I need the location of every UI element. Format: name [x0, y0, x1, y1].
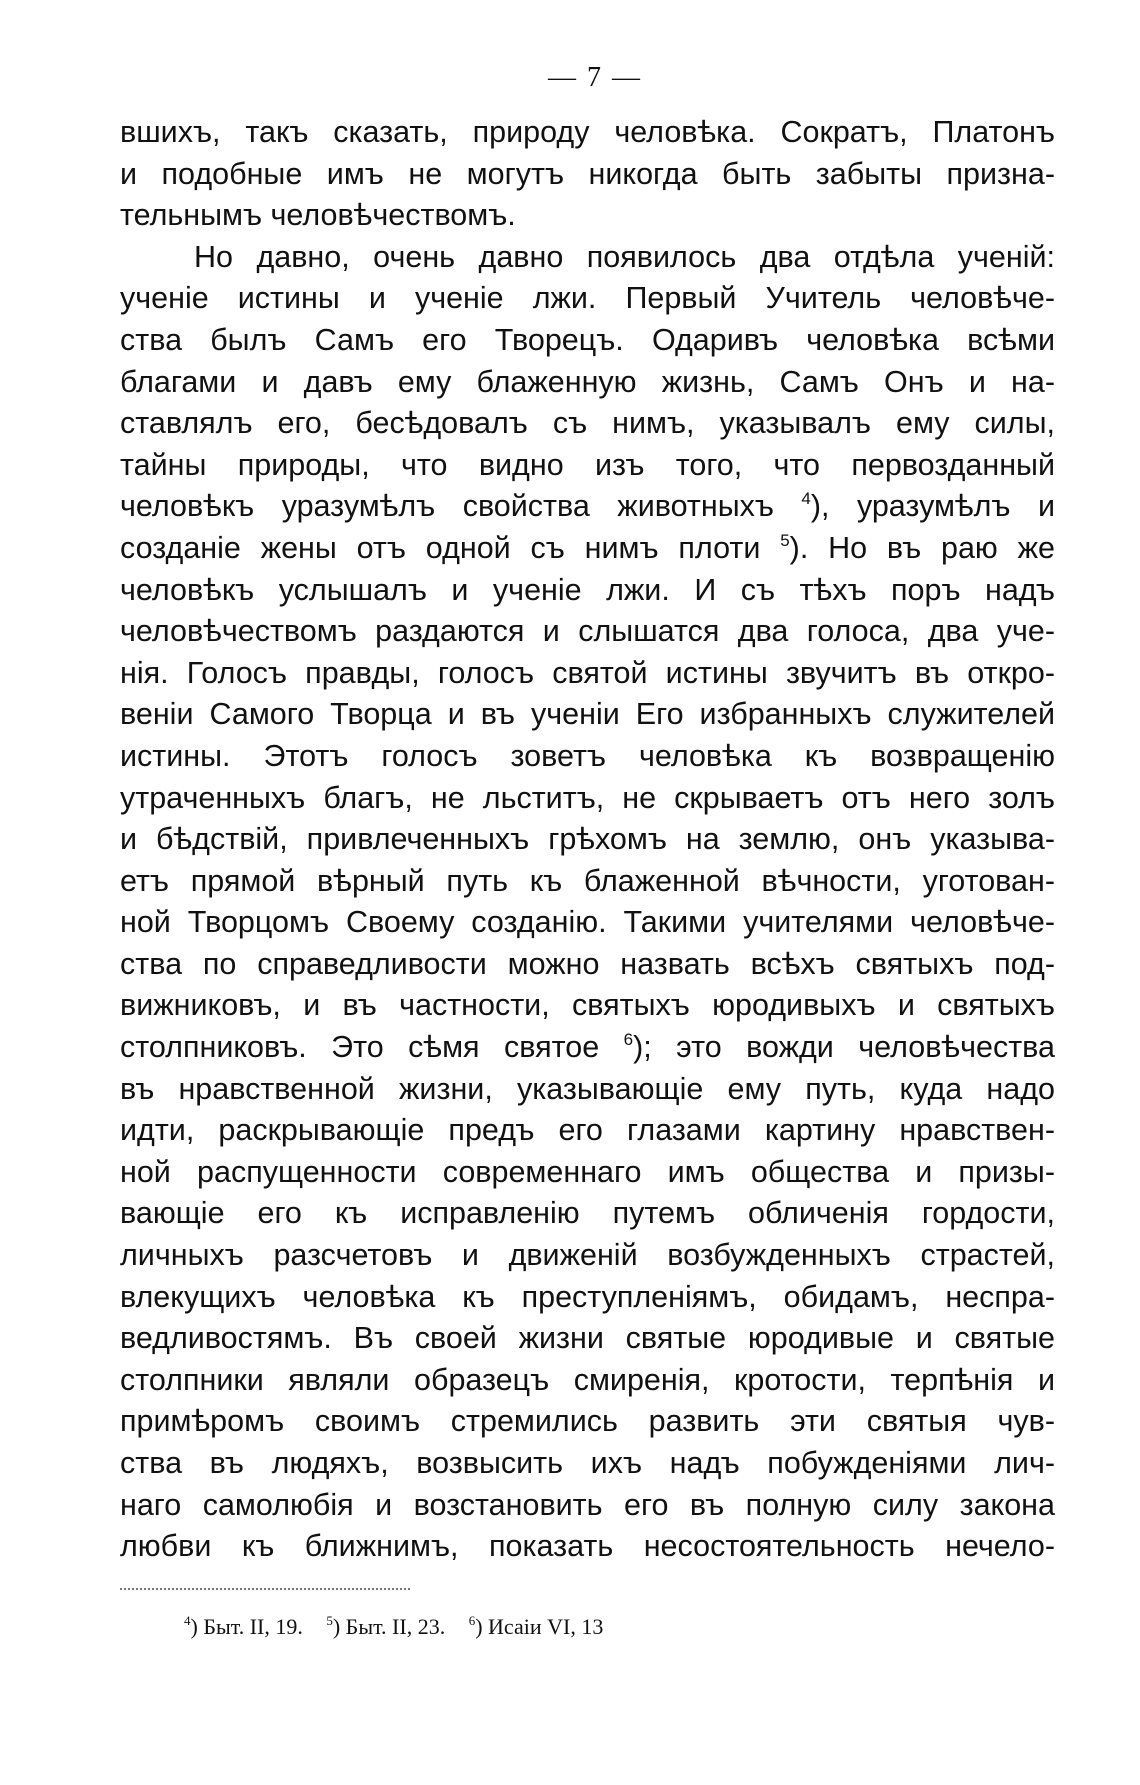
text-line: истины. Этотъ голосъ зоветъ человѣка къ возвращенію [120, 738, 1055, 773]
footnote-reference: 4 [801, 489, 811, 509]
line-text-after: ); это вожди человѣчества [633, 1030, 1056, 1065]
footnote-number: 5 [326, 1613, 333, 1628]
footnote [469, 1614, 604, 1639]
text-line: въ нравственной жизни, указывающіе ему путь, куда надо [120, 1071, 1055, 1106]
text-line: и бѣдствій, привлеченныхъ грѣхомъ на землю, онъ указыва- [120, 822, 1055, 857]
text-line: етъ прямой вѣрный путь къ блаженной вѣчности, уготован- [120, 863, 1055, 898]
text-line: влекущихъ человѣка къ преступленіямъ, обидамъ, неспра- [120, 1279, 1055, 1314]
footnote [326, 1614, 445, 1639]
text-line: любви къ ближнимъ, показать несостоятельность нечело- [120, 1529, 1055, 1564]
text-line: столпники являли образецъ смиренія, кротости, терпѣнія и [120, 1362, 1055, 1397]
footnote-text: ) Быт. II, 19. [190, 1614, 303, 1639]
body-text [120, 112, 1055, 1568]
text-line [120, 486, 1055, 528]
line-text-after: ). Но въ раю же [789, 530, 1055, 565]
footnote-text: ) Быт. II, 23. [332, 1614, 446, 1639]
line-text-before: созданіе жены отъ одной съ нимъ плоти [120, 530, 781, 565]
text-line: благами и давъ ему блаженную жизнь, Самъ Онъ и на- [120, 364, 1055, 399]
line-text-before: человѣкъ уразумѣлъ свойства животныхъ [120, 489, 802, 524]
footnote-number: 6 [468, 1613, 476, 1628]
footnote-separator [120, 1588, 410, 1590]
text-line: тайны природы, что видно изъ того, что первозданный [120, 447, 1055, 482]
footnote-number: 4 [184, 1613, 191, 1628]
text-line: примѣромъ своимъ стремились развить эти святыя чув- [120, 1404, 1055, 1439]
footnote-text: ) Исаіи VI, 13 [475, 1614, 604, 1639]
text-line: вшихъ, такъ сказать, природу человѣка. Сократъ, Платонъ [120, 115, 1055, 149]
text-line: вижниковъ, и въ частности, святыхъ юродивыхъ и святыхъ [120, 988, 1055, 1023]
text-line: веніи Самого Творца и въ ученіи Его избранныхъ служителей [120, 697, 1055, 732]
text-line: ства въ людяхъ, возвысить ихъ надъ побужденіями лич- [120, 1446, 1055, 1480]
footnotes [184, 1614, 621, 1640]
text-line: ставлялъ его, бесѣдовалъ съ нимъ, указывалъ ему силы, [120, 406, 1055, 441]
footnote-reference: 6 [623, 1030, 634, 1050]
text-line: нія. Голосъ правды, голосъ святой истины звучитъ въ откро- [120, 655, 1055, 690]
text-line: ученіе истины и ученіе лжи. Первый Учитель человѣче- [120, 281, 1055, 316]
paragraph-2 [120, 237, 1055, 1568]
text-line: ной распущенности современнаго имъ общества и призы- [120, 1154, 1055, 1189]
text-line: и подобные имъ не могутъ никогда быть забыты призна- [120, 156, 1055, 191]
text-line: утраченныхъ благъ, не льститъ, не скрываетъ отъ него золъ [120, 780, 1055, 815]
text-line [120, 1027, 1055, 1069]
text-line: ведливостямъ. Въ своей жизни святые юродивые и святые [120, 1321, 1055, 1356]
footnote [184, 1614, 303, 1639]
text-line: личныхъ разсчетовъ и движеній возбужденныхъ страстей, [120, 1238, 1055, 1273]
text-line: человѣкъ услышалъ и ученіе лжи. И съ тѣхъ поръ надъ [120, 572, 1055, 607]
text-line: человѣчествомъ раздаются и слышатся два голоса, два уче- [120, 614, 1055, 649]
line-text-after: ), уразумѣлъ и [810, 489, 1055, 524]
text-line: ства былъ Самъ его Творецъ. Одаривъ человѣка всѣми [120, 322, 1055, 357]
text-line: ства по справедливости можно назвать всѣхъ святыхъ под- [120, 946, 1055, 981]
text-line: тельнымъ человѣчествомъ. [120, 198, 516, 233]
page-number: — 7 — [548, 62, 642, 93]
text-line: наго самолюбія и возстановить его въ полную силу закона [120, 1487, 1055, 1522]
text-line: ной Творцомъ Своему созданію. Такими учителями человѣче- [120, 905, 1055, 940]
text-line: Но давно, очень давно появилось два отдѣла ученій: [194, 239, 1055, 274]
paragraph-1 [120, 112, 1055, 237]
footnote-reference: 5 [780, 530, 790, 550]
text-line [120, 528, 1055, 570]
line-text-before: столпниковъ. Это сѣмя святое [120, 1030, 624, 1065]
text-line: идти, раскрывающіе предъ его глазами картину нравствен- [120, 1113, 1055, 1148]
text-line: вающіе его къ исправленію путемъ обличенія гордости, [120, 1196, 1055, 1231]
